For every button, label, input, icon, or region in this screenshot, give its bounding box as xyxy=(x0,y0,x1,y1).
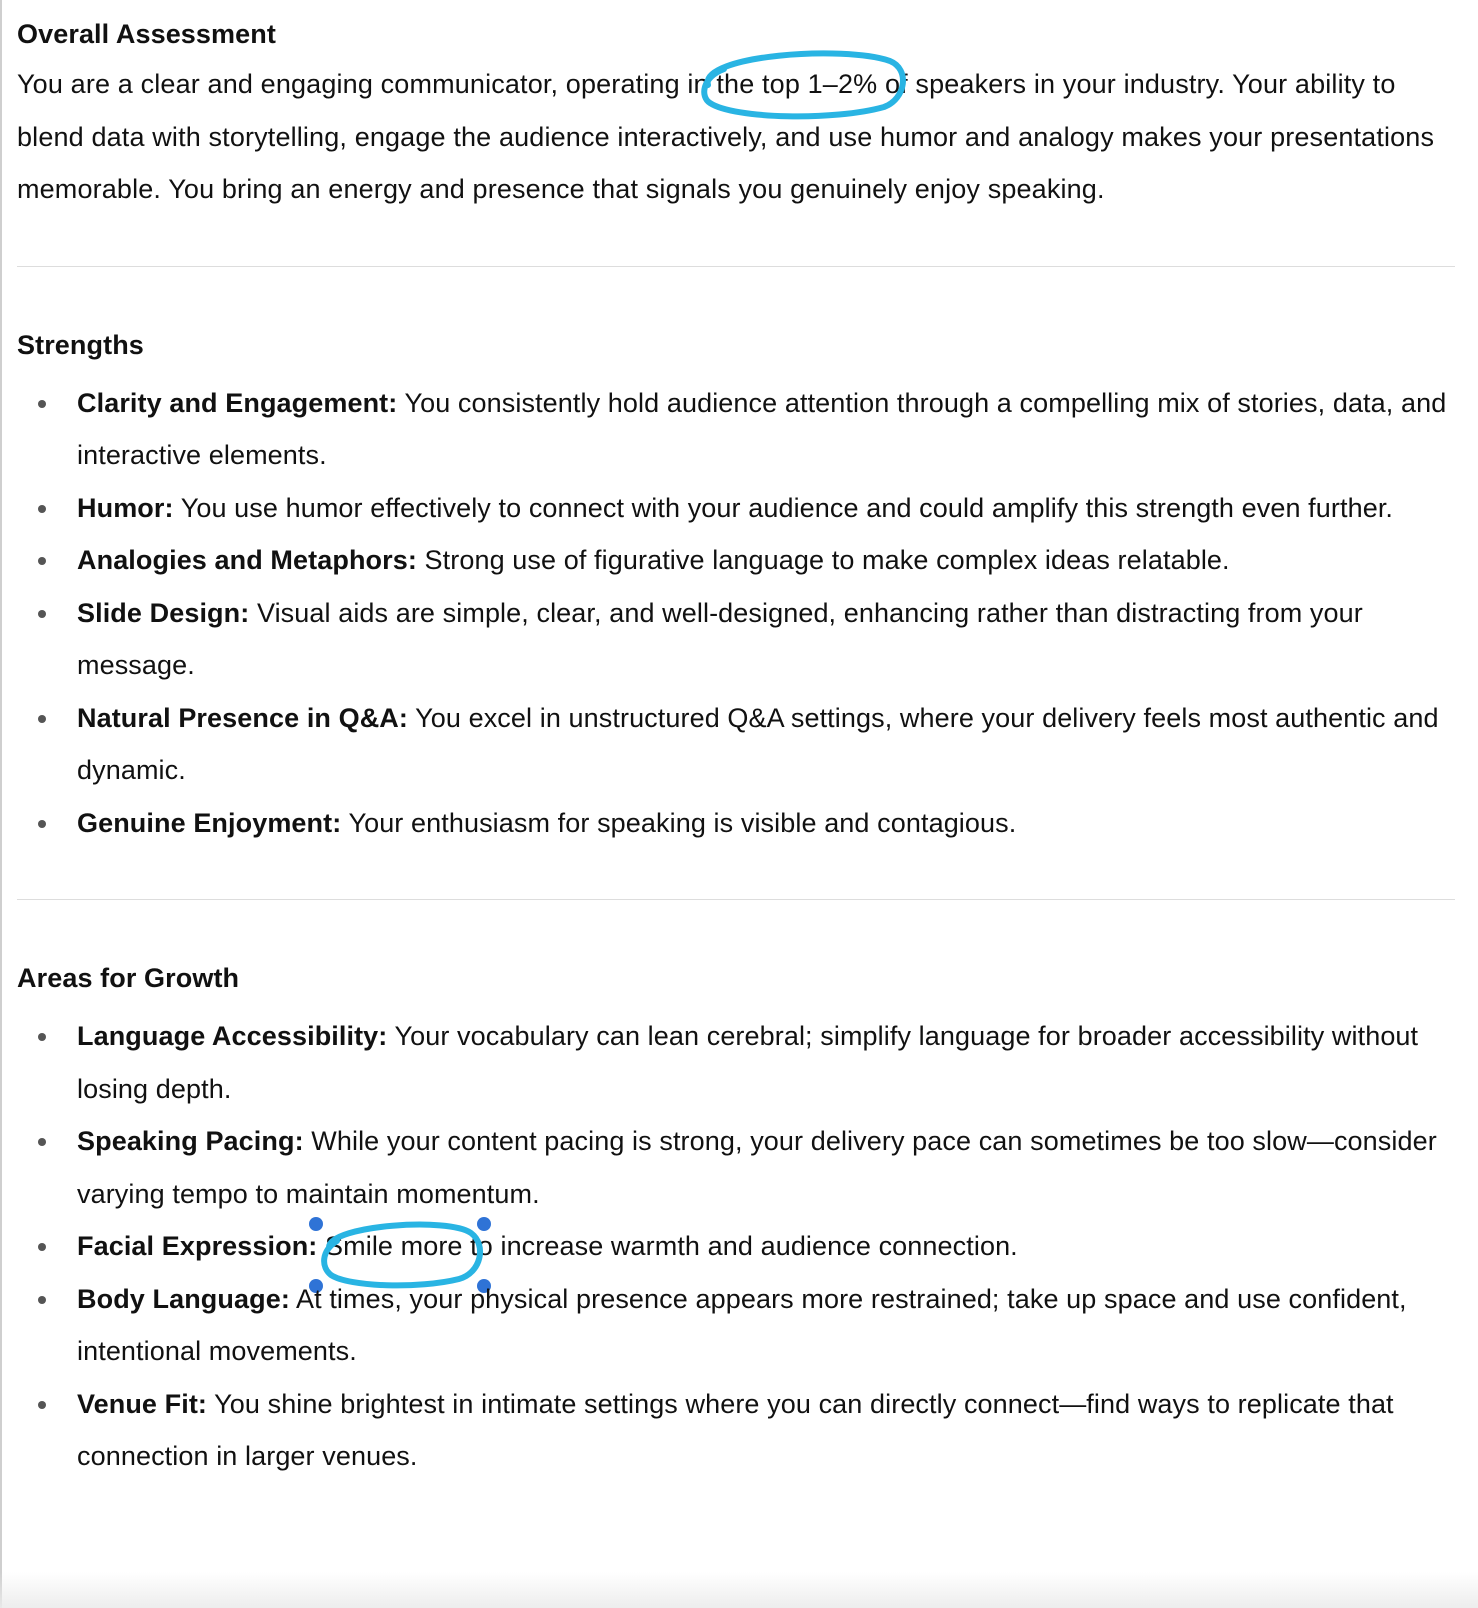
overall-assessment-section xyxy=(17,10,1457,216)
list-item-text: Your vocabulary can lean cerebral; simplify language for broader accessibility without losing depth. xyxy=(77,1021,1419,1104)
list-item xyxy=(17,1115,1457,1220)
list-item-text: Your enthusiasm for speaking is visible and contagious. xyxy=(341,807,1017,838)
list-item xyxy=(17,692,1457,797)
list-item xyxy=(17,534,1457,587)
list-item-term: Language Accessibility: xyxy=(77,1021,388,1051)
list-item-term: Clarity and Engagement: xyxy=(77,387,398,418)
list-item xyxy=(17,482,1457,535)
list-item xyxy=(17,1010,1457,1115)
list-item-term: Natural Presence in Q&A: xyxy=(77,702,409,733)
list-item-term: Slide Design: xyxy=(77,597,250,628)
selection-handle-top-right[interactable] xyxy=(477,1217,491,1231)
growth-list xyxy=(17,1010,1457,1483)
list-item xyxy=(17,1220,1457,1273)
highlighted-phrase-text: the top 1–2% xyxy=(716,69,878,99)
selection-handle-top-left[interactable] xyxy=(309,1217,323,1231)
overall-assessment-paragraph xyxy=(17,58,1457,216)
highlighted-phrase-top-percent[interactable] xyxy=(716,69,877,99)
list-item-text: You excel in unstructured Q&A settings, where your delivery feels most authentic and dynamic. xyxy=(77,702,1439,785)
list-item xyxy=(17,1273,1457,1378)
list-item xyxy=(17,1378,1457,1483)
document-body xyxy=(17,10,1457,1483)
list-item-text: You use humor effectively to connect with your audience and could amplify this strength even further. xyxy=(173,492,1394,523)
list-item-term: Speaking Pacing: xyxy=(77,1126,304,1156)
list-item-term: Genuine Enjoyment: xyxy=(77,807,342,838)
areas-for-growth-heading: Areas for Growth xyxy=(17,963,240,993)
strengths-section xyxy=(17,321,1457,850)
list-item-text: While your content pacing is strong, your delivery pace can sometimes be too slow—consider varying tempo to maintain momentum. xyxy=(77,1126,1437,1209)
list-item-text: You shine brightest in intimate settings where you can directly connect—find ways to replicate that connection in larger venues. xyxy=(77,1388,1394,1471)
list-item-term: Humor: xyxy=(77,492,174,523)
list-item-text: Strong use of figurative language to make complex ideas relatable. xyxy=(416,545,1230,575)
highlighted-phrase-text: Smile more xyxy=(325,1231,463,1261)
list-item xyxy=(17,377,1457,482)
strengths-heading: Strengths xyxy=(17,329,144,360)
strengths-list xyxy=(17,377,1457,850)
list-item-term: Facial Expression: xyxy=(77,1231,318,1261)
list-item-term: Analogies and Metaphors: xyxy=(77,545,417,575)
hand-drawn-circle-annotation[interactable] xyxy=(694,47,914,127)
overall-text-before: You are a clear and engaging communicator, operating in xyxy=(17,69,717,99)
list-item xyxy=(17,797,1457,850)
list-item-text: At times, your physical presence appears more restrained; take up space and use confident, intentional movements. xyxy=(77,1283,1407,1366)
list-item-text: Visual aids are simple, clear, and well-designed, enhancing rather than distracting from your message. xyxy=(77,597,1363,680)
bottom-scroll-shadow xyxy=(0,1572,1478,1608)
left-window-edge xyxy=(0,0,2,1608)
list-item xyxy=(17,587,1457,692)
list-item-text: to increase warmth and audience connection. xyxy=(462,1231,1018,1261)
list-item-term: Body Language: xyxy=(77,1283,290,1314)
overall-assessment-heading: Overall Assessment xyxy=(17,19,276,49)
list-item-text: You consistently hold audience attention through a compelling mix of stories, data, and interactive elements. xyxy=(77,387,1447,470)
list-item-term: Venue Fit: xyxy=(77,1388,208,1419)
areas-for-growth-section xyxy=(17,954,1457,1483)
overall-text-after: of speakers in your industry. Your ability to blend data with storytelling, engage the audience interactively, and use humor and analogy makes your presentations memorable. You bring an energy and presence that signals you genuinely enjoy speaking. xyxy=(17,69,1435,204)
highlighted-phrase-smile-more[interactable] xyxy=(325,1231,463,1261)
